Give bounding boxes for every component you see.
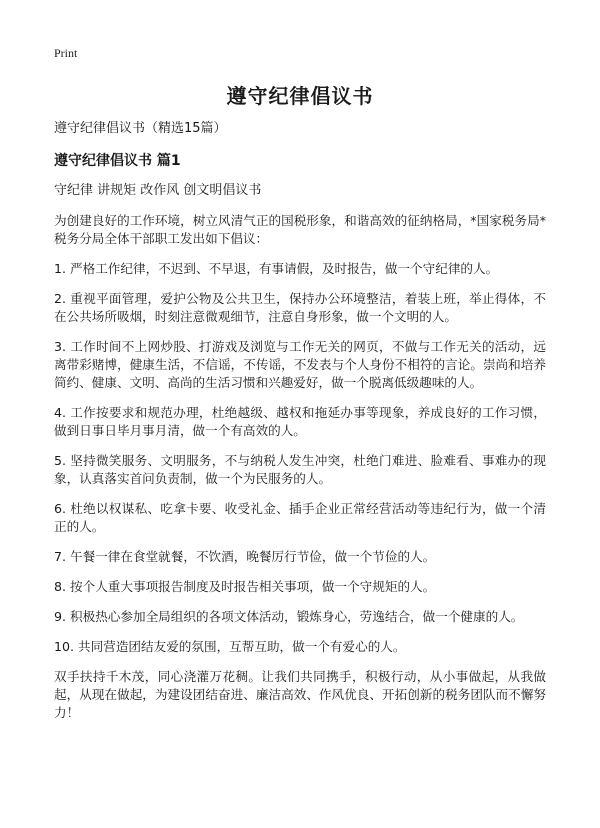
intro-paragraph: 为创建良好的工作环境，树立风清气正的国税形象，和谐高效的征纳格局，*国家税务局*税务分局全体干部职工发出如下倡议： — [54, 213, 546, 246]
list-item: 4. 工作按要求和规范办理，杜绝越级、越权和拖延办事等现象，养成良好的工作习惯，做到日事日毕月事月清，做一个有高效的人。 — [54, 405, 546, 438]
list-item: 1. 严格工作纪律，不迟到、不早退，有事请假，及时报告，做一个守纪律的人。 — [54, 261, 499, 276]
document-body — [54, 120, 546, 734]
list-item: 2. 重视平面管理，爱护公物及公共卫生，保持办公环境整洁，着装上班，举止得体，不在公共场所吸烟，时刻注意微观细节，注意自身形象，做一个文明的人。 — [54, 291, 546, 324]
list-item: 5. 坚持微笑服务、文明服务，不与纳税人发生冲突，杜绝门难进、脸难看、事难办的现象，认真落实首问负责制，做一个为民服务的人。 — [54, 453, 546, 486]
list-item: 8. 按个人重大事项报告制度及时报告相关事项，做一个守规矩的人。 — [54, 579, 436, 594]
slogan: 守纪律 讲规矩 改作风 创文明倡议书 — [54, 183, 262, 198]
list-item: 6. 杜绝以权谋私、吃拿卡要、收受礼金、插手企业正常经营活动等违纪行为，做一个清正的人。 — [54, 501, 546, 534]
list-item: 9. 积极热心参加全局组织的各项文体活动，锻炼身心，劳逸结合，做一个健康的人。 — [54, 609, 524, 624]
list-item: 10. 共同营造团结友爱的氛围，互帮互助，做一个有爱心的人。 — [54, 639, 406, 654]
document-subtitle: 遵守纪律倡议书（精选15篇） — [54, 121, 227, 136]
closing-paragraph: 双手扶持千木茂，同心浇灌万花稠。让我们共同携手，积极行动，从小事做起，从我做起，从现在做起，为建设团结奋进、廉洁高效、作风优良、开拓创新的税务团队而不懈努力！ — [54, 669, 546, 720]
section-title: 遵守纪律倡议书 篇1 — [54, 153, 181, 169]
document-title: 遵守纪律倡议书 — [226, 84, 374, 108]
list-item: 3. 工作时间不上网炒股、打游戏及浏览与工作无关的网页，不做与工作无关的活动，远离带彩赌博，健康生活，不信谣，不传谣，不发表与个人身份不相符的言论。崇尚和培养简约、健康、文明、高尚的生活习惯和兴趣爱好，做一个脱离低级趣味的人。 — [54, 339, 546, 390]
print-link[interactable]: Print — [54, 46, 78, 60]
list-item: 7. 午餐一律在食堂就餐，不饮酒，晚餐厉行节俭，做一个节俭的人。 — [54, 549, 436, 564]
